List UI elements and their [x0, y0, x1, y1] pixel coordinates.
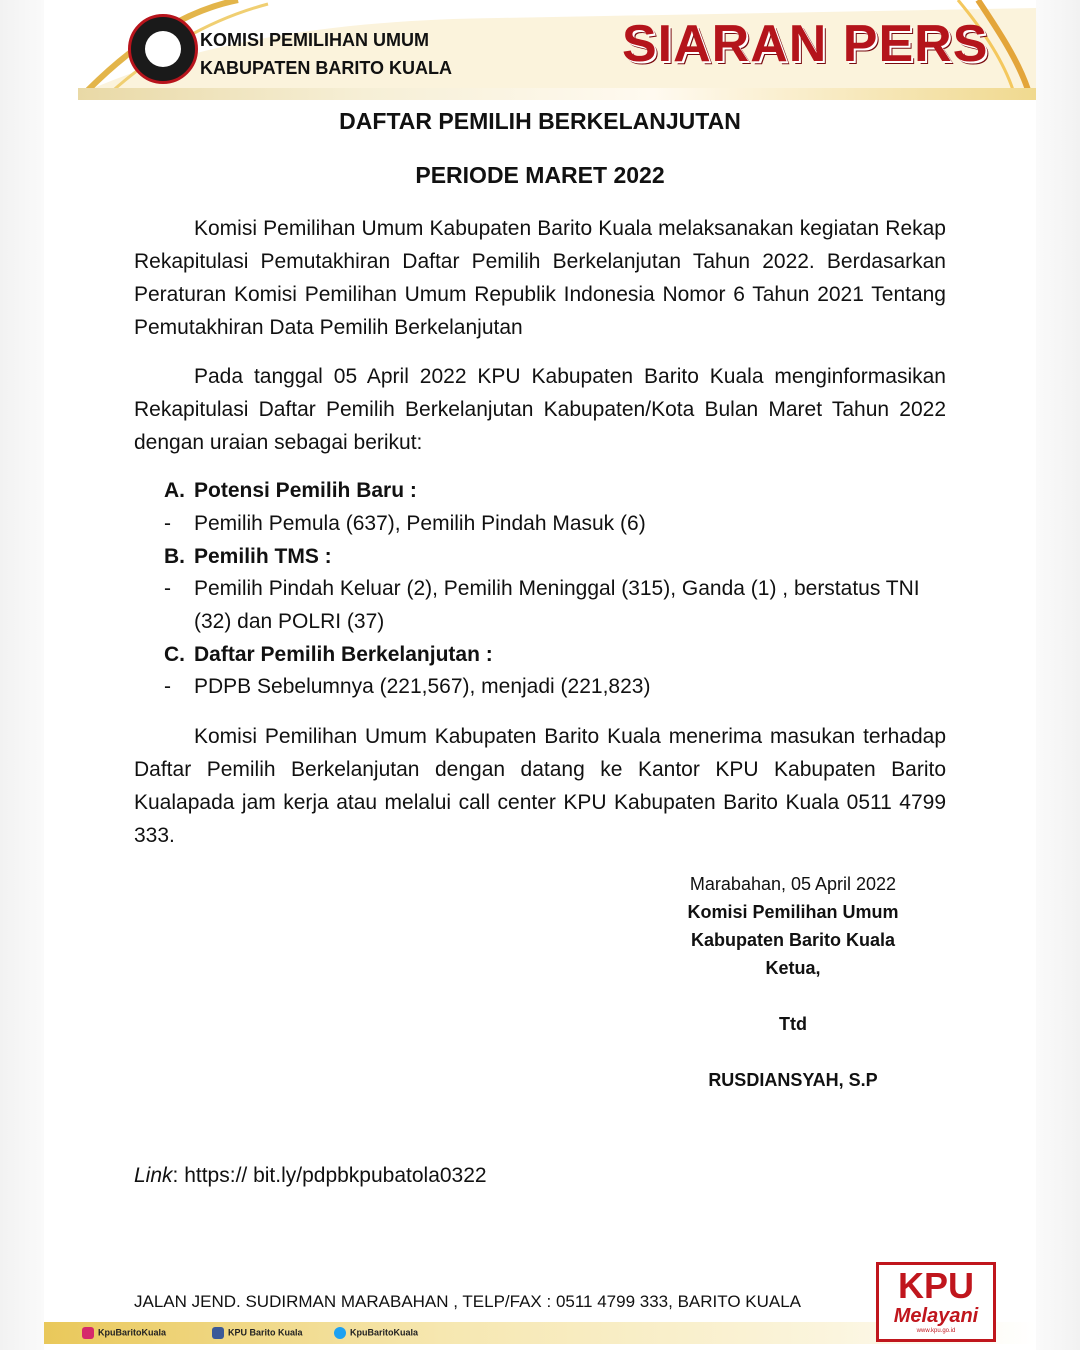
document-subtitle: PERIODE MARET 2022: [415, 162, 665, 188]
section-a-detail: Pemilih Pemula (637), Pemilih Pindah Masuk (6): [194, 512, 646, 535]
section-a-heading: [164, 474, 417, 507]
paragraph-info: [134, 360, 946, 459]
section-b-letter: B.: [164, 545, 185, 568]
page-shadow-right: [1036, 0, 1080, 1350]
section-c-title: Daftar Pemilih Berkelanjutan :: [194, 643, 493, 666]
signature-org-line1: Komisi Pemilihan Umum: [687, 902, 899, 922]
section-c-dash: -: [164, 675, 171, 698]
section-a-letter: A.: [164, 479, 185, 502]
section-a-dash: -: [164, 512, 171, 535]
link-line: [134, 1164, 487, 1188]
footer-twitter: [334, 1327, 418, 1339]
link-url[interactable]: https:// bit.ly/pdpbkpubatola0322: [184, 1164, 487, 1187]
document-title: DAFTAR PEMILIH BERKELANJUTAN: [339, 108, 741, 134]
twitter-icon: [334, 1327, 346, 1339]
org-name-line1: KOMISI PEMILIHAN UMUM: [200, 30, 429, 50]
signature-org-line2: Kabupaten Barito Kuala: [690, 930, 896, 950]
kpu-emblem-icon: [128, 14, 198, 84]
section-c-letter: C.: [164, 643, 185, 666]
page-shadow-left: [0, 0, 44, 1350]
header-gold-band: [78, 88, 1036, 100]
paragraph-info-text: Pada tanggal 05 April 2022 KPU Kabupaten Barito Kuala menginformasikan Rekapitulasi Daftar Pemilih Berkelanjutan Kabupaten/Kota Bulan Maret Tahun 2022 dengan uraian sebagai berikut:: [134, 365, 946, 454]
badge-melayani: Melayani: [893, 1305, 979, 1327]
section-b-detail: Pemilih Pindah Keluar (2), Pemilih Meninggal (315), Ganda (1) , berstatus TNI (32) dan POLRI (37): [194, 577, 920, 633]
badge-kpu: KPU: [897, 1265, 974, 1306]
facebook-handle: KPU Barito Kuala: [228, 1327, 303, 1338]
section-c-heading: [164, 638, 493, 671]
footer-facebook: [212, 1327, 303, 1339]
emblem-center: [145, 31, 181, 67]
twitter-handle: KpuBaritoKuala: [350, 1327, 419, 1338]
facebook-icon: [212, 1327, 224, 1339]
signature-name: RUSDIANSYAH, S.P: [708, 1070, 878, 1090]
letterhead: [78, 0, 1036, 102]
link-separator: :: [172, 1164, 185, 1187]
section-b-dash: -: [164, 577, 171, 600]
paragraph-closing: [134, 720, 946, 852]
instagram-handle: KpuBaritoKuala: [98, 1327, 167, 1338]
signature-role: Ketua,: [765, 958, 821, 978]
paragraph-intro: [134, 212, 946, 344]
signature-place-date: Marabahan, 05 April 2022: [689, 874, 897, 894]
instagram-icon: [82, 1327, 94, 1339]
section-b-heading: [164, 540, 332, 573]
badge-url: www.kpu.go.id: [916, 1328, 956, 1334]
section-a-title: Potensi Pemilih Baru :: [194, 479, 417, 502]
press-release-banner: SIARAN PERS: [622, 15, 989, 73]
footer-address: JALAN JEND. SUDIRMAN MARABAHAN , TELP/FAX : 0511 4799 333, BARITO KUALA: [134, 1292, 802, 1311]
section-c-detail: PDPB Sebelumnya (221,567), menjadi (221,823): [194, 675, 651, 698]
signature-ttd: Ttd: [779, 1014, 807, 1034]
paragraph-closing-text: Komisi Pemilihan Umum Kabupaten Barito Kuala menerima masukan terhadap Daftar Pemilih Berkelanjutan dengan datang ke Kantor KPU Kabupaten Barito Kualapada jam kerja atau melalui call center KPU Kabupaten Barito Kuala 0511 4799 333.: [134, 725, 946, 847]
paragraph-intro-text: Komisi Pemilihan Umum Kabupaten Barito Kuala melaksanakan kegiatan Rekap Rekapitulasi Pemutakhiran Daftar Pemilih Berkelanjutan Tahun 2022. Berdasarkan Peraturan Komisi Pemilihan Umum Republik Indonesia Nomor 6 Tahun 2021 Tentang Pemutakhiran Data Pemilih Berkelanjutan: [134, 217, 946, 339]
section-b-title: Pemilih TMS :: [194, 545, 332, 568]
kpu-melayani-badge: [876, 1262, 996, 1342]
link-label: Link: [134, 1164, 173, 1187]
footer-instagram: [82, 1327, 166, 1339]
org-name-line2: KABUPATEN BARITO KUALA: [200, 58, 452, 78]
